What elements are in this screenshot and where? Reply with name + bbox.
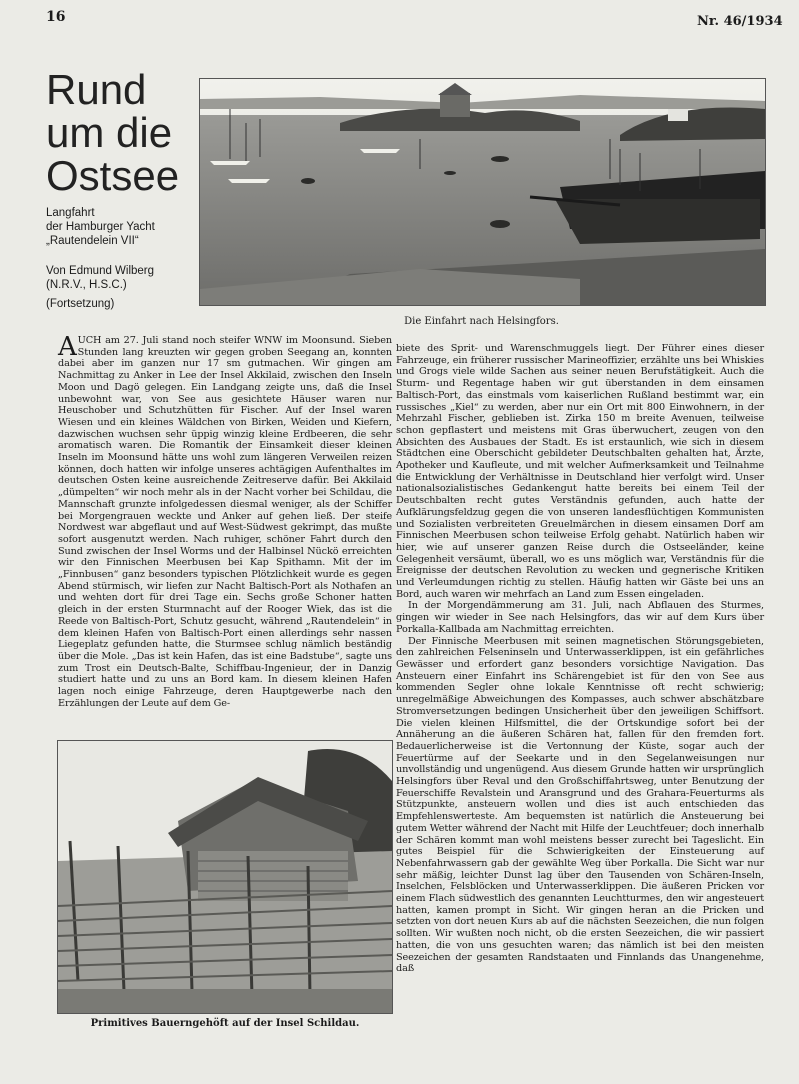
paragraph: Der Finnische Meerbusen mit seinen magnetischen Störungsgebieten, den zahlreichen Felseninseln und Unterwasserklippen, ist ein gefährliches Gewässer und erfordert ganz besonders vorsichtige Navigation. Das Ansteuern einer Einfahrt ins Schärengebiet ist für den von See aus kommenden Segler ohne lokale Kenntnisse oft recht schwierig; unregelmäßige Abweichungen des Kompasses, auch schwer abschätzbare Stromversetzungen bedingen Unsicherheit über den jeweiligen Schiffsort. Die vielen kleinen Hilfsmittel, die der Ortskundige sofort bei der Annäherung an die äußeren Schären hat, fallen für den fremden fort. Bedauerlicherweise ist die Vertonnung der Küste, sogar auch der Feuertürme auf der Seekarte und in den Segelanweisungen nur unvollständig und ungenügend. Aus diesem Grunde hatten wir ursprünglich Helsingfors über Reval und den Großschiffahrtsweg, unter Benutzung der Feuerschiffe Revalstein und Aransgrund und des Grahara-Feuerturms als Stützpunkte, ansteuern wollen und dies ist auch entschieden das Empfehlenswerteste. Am bequemsten ist natürlich die Ansteuerung bei gutem Wetter während der Nacht mit Hilfe der Leuchtfeuer; doch innerhalb der Schären kommt man wohl meistens besser zurecht bei Tageslicht. Ein gutes Beispiel für die Schwierigkeiten der Einsteuerung auf Nebenfahrwassern gab der gewählte Weg über Porkalla. Die Sicht war nur sehr mäßig, leichter Dunst lag über den Tausenden von Schären-Inseln, Inselchen, Felsblöcken und Unterwasserklippen. Die äußeren Pricken vor einem Flach südwestlich des genannten Leuchtturmes, den wir angesteuert hatten, kamen prompt in Sicht. Wir gingen heran an die Pricken und setzten von dort neuen Kurs ab auf die nächsten Seezeichen, die nun folgen sollten. Wir wußten noch nicht, ob die ersten Seezeichen, die wir passiert hatten, die von uns gesuchten waren; das nämlich ist bei den meisten Seezeichen der gesamten Randstaaten und Finnlands das Unangenehme, daß [396,635,764,975]
title-line: Rund [46,66,147,113]
issue-number: Nr. 46/1934 [697,14,783,29]
page-number: 16 [46,9,66,25]
article-subtitle [46,206,196,248]
subtitle-line: der Hamburger Yacht [46,221,155,233]
author-line: (N.R.V., H.S.C.) [46,279,127,291]
continuation-note: (Fortsetzung) [46,298,115,310]
farmstead-photo-caption: Primitives Bauerngehöft auf der Insel Schildau. [90,1018,360,1029]
text-column-2 [396,343,764,975]
title-line: Ostsee [46,152,180,199]
title-line: um die [46,109,173,156]
paragraph: In der Morgendämmerung am 31. Juli, nach Abflauen des Sturmes, gingen wir wieder in See nach Helsingfors, das wir auf dem Kurs über Porkalla-Kallbada am Nachmittag erreichten. [396,600,764,635]
paragraph: UCH am 27. Juli stand noch steifer WNW im Moonsund. Sieben Stunden lang kreuzten wir gegen groben Seegang an, konnten dabei aber im ganzen nur 17 sm gutmachen. Wir gingen am Nachmittag zu Anker in Lee der Insel Akkilaid, zwischen den Inseln Moon und Dagö gelegen. Ein Landgang zeigte uns, daß die Insel unbewohnt war, von See aus gesichtete Häuser waren nur Heuschober und Schutzhütten für Fischer. Auf der Insel waren Wiesen und ein kleines Wäldchen von Birken, Weiden und Kiefern, dazwischen wuchsen sehr üppig winzig kleine Erdbeeren, die sehr aromatisch waren. Die Romantik der Einsamkeit dieser kleinen Inseln im Moonsund hätte uns wohl zum längeren Verweilen reizen können, doch hatten wir infolge unseres achtägigen Aufenthaltes im deutschen Osten keine ausreichende Zeitreserve dafür. Bei Akkilaid „dümpelten“ wir noch mehr als in der Nacht vorher bei Schildau, die Mannschaft grunzte infolgedessen diesmal weniger, als der Schiffer bei Morgengrauen weckte und Anker auf gehen ließ. Der steife Nordwest war abgeflaut und auf West-Südwest gekrimpt, das mußte sofort ausgenutzt werden. Nach ruhiger, schöner Fahrt durch den Sund zwischen der Insel Worms und der Halbinsel Nückö erreichten wir den Finnischen Meerbusen bei Kap Spithamn. Mit der im „Finnbusen“ ganz besonders typischen Plötzlichkeit wurde es gegen Abend stürmisch, wir liefen zur Nacht Baltisch-Port als Nothafen an und wehten dort für drei Tage ein. Sechs große Schoner hatten gleich in der ersten Sturmnacht auf der Rooger Wiek, das ist die Reede von Baltisch-Port, Schutz gesucht, während „Rautendelein“ in dem kleinen Hafen von Baltisch-Port einen allerdings sehr nassen Liegeplatz gefunden hatte, die Sturmsee schlug nämlich beständig über die Mole. „Das ist kein Hafen, das ist eine Badstube“, sagte uns zum Trost ein Deutsch-Balte, Schiffbau-Ingenieur, der in Danzig studiert hatte und zu uns an Bord kam. In diesem kleinen Hafen lagen noch einige Fahrzeuge, deren Hauptgewerbe nach den Erzählungen der Leute auf dem Ge- [58,335,392,709]
text-column-1 [58,332,392,710]
farmstead-photo [57,740,393,1014]
paragraph: biete des Sprit- und Warenschmuggels liegt. Der Führer eines dieser Fahrzeuge, ein früherer russischer Marineoffizier, erzählte uns bei Whiskies und Grogs viele wilde Sachen aus seiner neuen Berufstätigkeit. Auch die Sturm- und Regentage haben wir gut überstanden in dem einsamen Baltisch-Port, das einstmals vom kaiserlichen Rußland bestimmt war, ein russisches „Kiel“ zu werden, aber nur ein Ort mit 800 Einwohnern, in der Mehrzahl Fischer, geblieben ist. Zirka 150 m breite Avenuen, teilweise schon gepflastert und meistens mit Gras überwuchert, zeugen von den Absichten des Ausbaues der Stadt. Es ist erstaunlich, wie sich in diesem Städtchen eine Oberschicht gebildeter Deutschbalten gehalten hat, Ärzte, Apotheker und Kaufleute, und mit welcher Aufmerksamkeit und Teilnahme die Entwicklung der Verhältnisse in Deutschland hier verfolgt wird. Unser nationalsozialistisches Gedankengut hatte bereits bei einem Teil der Deutschbalten recht gutes Verständnis gefunden, auch hatte der Aufklärungsfeldzug gegen die von unseren landesflüchtigen Kommunisten und Sozialisten verbreiteten Greuelmärchen in diesem einsamen Dorf am Finnischen Meerbusen schon teilweise Erfolg gehabt. Natürlich haben wir hier, wie auf unserer ganzen Reise durch die Ostseeländer, keine Gelegenheit versäumt, überall, wo es uns möglich war, Verständnis für die Ereignisse der deutschen Revolution zu wecken und gegnerische Kritiken und Verleumdungen richtig zu stellen. Häufig hatten wir Gäste bei uns an Bord, auch waren wir mehrfach an Land zum Essen eingeladen. [396,343,764,600]
harbor-photo-caption: Die Einfahrt nach Helsingfors. [404,316,559,327]
article-title [46,68,196,197]
author-line: Von Edmund Wilberg [46,265,155,277]
article-author [46,264,196,292]
harbor-photo [199,78,766,306]
subtitle-line: Langfahrt [46,207,95,219]
dropcap: A [58,332,77,362]
subtitle-line: „Rautendelein VII“ [46,235,139,247]
